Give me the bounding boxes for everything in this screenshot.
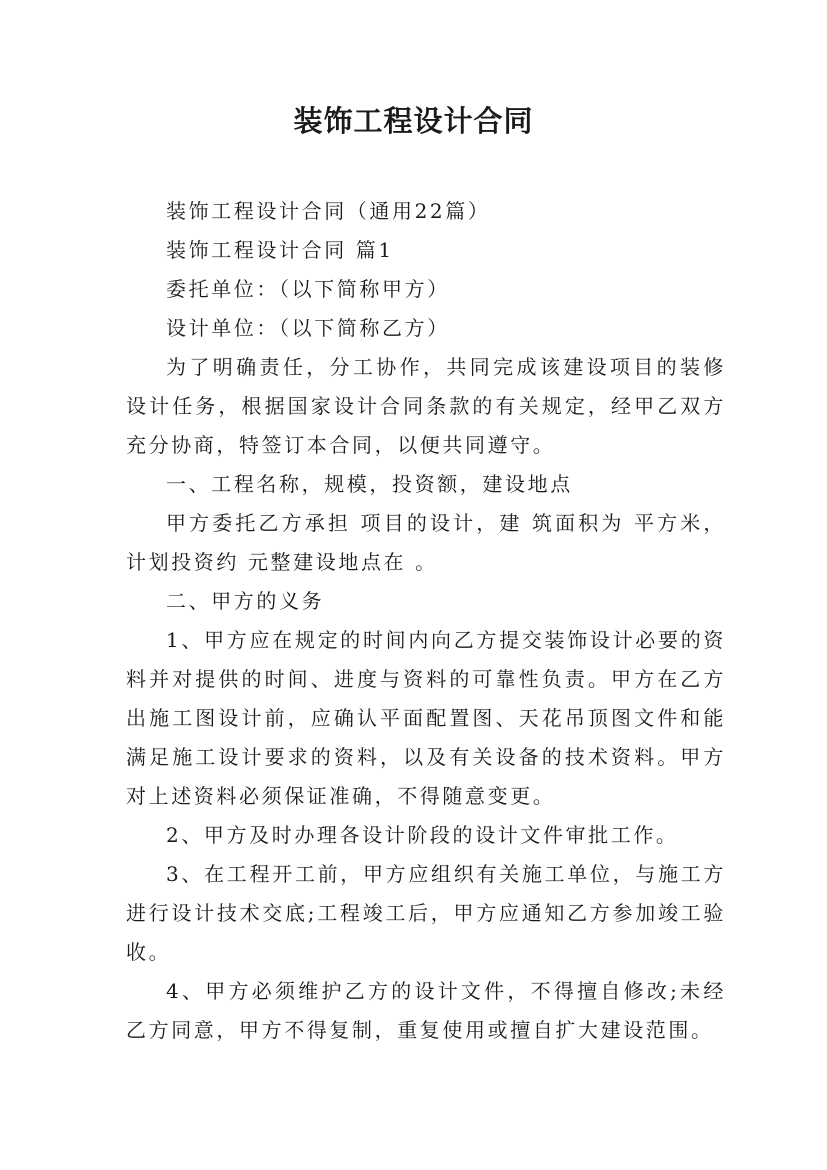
paragraph-heading-obligations: 二、甲方的义务 — [166, 589, 325, 613]
paragraph-purpose: 为了明确责任，分工协作，共同完成该建设项目的装修设计任务，根据国家设计合同条款的有关规定，经甲乙双方充分协商，特签订本合同，以便共同遵守。 — [126, 355, 726, 457]
paragraph-subtitle: 装饰工程设计合同（通用22篇） — [166, 199, 491, 223]
paragraph-heading-project: 一、工程名称，规模，投资额，建设地点 — [166, 472, 573, 496]
paragraph-obligation-3: 3、在工程开工前，甲方应组织有关施工单位，与施工方进行设计技术交底;工程竣工后，甲方应通知乙方参加竣工验收。 — [126, 862, 726, 964]
paragraph-obligation-1: 1、甲方应在规定的时间内向乙方提交装饰设计必要的资料并对提供的时间、进度与资料的可靠性负责。甲方在乙方出施工图设计前，应确认平面配置图、天花吊顶图文件和能满足施工设计要求的资料，以及有关设备的技术资料。甲方对上述资料必须保证准确，不得随意变更。 — [126, 628, 726, 808]
paragraph-obligation-2: 2、甲方及时办理各设计阶段的设计文件审批工作。 — [166, 823, 679, 847]
document-body — [126, 192, 726, 1050]
paragraph-design-unit: 设计单位：（以下简称乙方） — [166, 316, 450, 340]
paragraph-section-heading: 装饰工程设计合同 篇1 — [166, 238, 394, 262]
paragraph-obligation-4: 4、甲方必须维护乙方的设计文件，不得擅自修改;未经乙方同意，甲方不得复制，重复使用或擅自扩大建设范围。 — [126, 979, 726, 1042]
paragraph-project-details: 甲方委托乙方承担 项目的设计，建 筑面积为 平方米，计划投资约 元整建设地点在 。 — [126, 511, 726, 574]
paragraph-client-unit: 委托单位：（以下简称甲方） — [166, 277, 450, 301]
document-title: 装饰工程设计合同 — [293, 104, 534, 138]
